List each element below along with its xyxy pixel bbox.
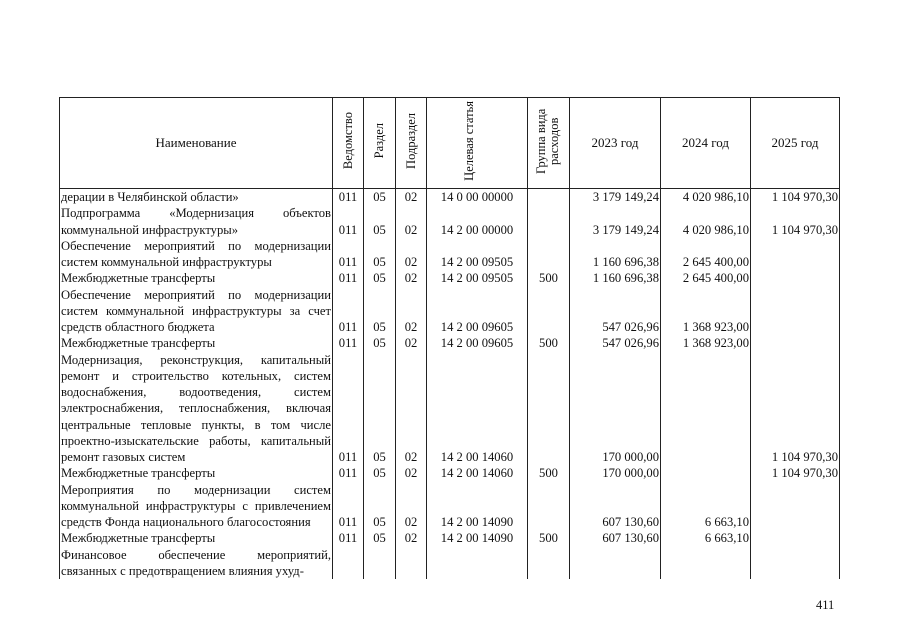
- cell-2025: [751, 335, 840, 351]
- table-row: [60, 205, 840, 238]
- cell-name: Межбюджетные трансферты: [60, 465, 333, 481]
- cell-podrazdel: 02: [396, 205, 427, 238]
- header-podrazdel: Подраздел: [396, 98, 427, 189]
- cell-razdel: 05: [364, 205, 396, 238]
- cell-razdel: 05: [364, 352, 396, 466]
- table-row: [60, 465, 840, 481]
- cell-name: Обеспечение мероприятий по модернизации систем коммунальной инфраструктуры: [61, 238, 331, 269]
- cell-2023: 547 026,96: [570, 287, 661, 336]
- cell-razdel: 05: [364, 465, 396, 481]
- cell-group: [528, 238, 570, 271]
- cell-target: [427, 547, 528, 580]
- cell-group: [528, 547, 570, 580]
- cell-2024: [661, 547, 751, 580]
- page-number: 411: [816, 598, 835, 612]
- cell-name: Мероприятия по модернизации систем коммунальной инфраструктуры с привлечением средств Фонда национального благосостояния: [61, 482, 331, 529]
- cell-vedomstvo: 011: [333, 189, 364, 206]
- cell-group: 500: [528, 530, 570, 546]
- cell-target: 14 2 00 09505: [427, 270, 528, 286]
- cell-vedomstvo: 011: [333, 530, 364, 546]
- cell-name: Модернизация, реконструкция, капитальный ремонт и строительство котельных, систем водоснабжения, водоотведения, систем электроснабжения, теплоснабжения, включая центральные тепловые пункты, в том числе проектно-изыскательские работы, капитальный ремонт газовых систем: [61, 352, 331, 464]
- cell-2023: 547 026,96: [570, 335, 661, 351]
- cell-name: Межбюджетные трансферты: [60, 270, 333, 286]
- cell-name: Межбюджетные трансферты: [60, 335, 333, 351]
- table-row: [60, 270, 840, 286]
- cell-razdel: 05: [364, 238, 396, 271]
- budget-table: [59, 97, 839, 579]
- cell-2024: 1 368 923,00: [661, 287, 751, 336]
- cell-2023: 607 130,60: [570, 482, 661, 531]
- cell-vedomstvo: 011: [333, 270, 364, 286]
- cell-name: Подпрограмма «Модернизация объектов коммунальной инфраструктуры»: [61, 206, 331, 237]
- cell-2024: 6 663,10: [661, 530, 751, 546]
- header-group: Группа вида расходов: [528, 98, 570, 189]
- header-2024: 2024 год: [661, 98, 751, 189]
- cell-2025: 1 104 970,30: [751, 205, 840, 238]
- cell-vedomstvo: 011: [333, 205, 364, 238]
- cell-razdel: [364, 547, 396, 580]
- cell-2023: 1 160 696,38: [570, 238, 661, 271]
- cell-podrazdel: 02: [396, 287, 427, 336]
- cell-podrazdel: 02: [396, 530, 427, 546]
- cell-2024: 6 663,10: [661, 482, 751, 531]
- cell-group: [528, 352, 570, 466]
- cell-vedomstvo: 011: [333, 465, 364, 481]
- header-razdel: Раздел: [364, 98, 396, 189]
- cell-2025: 1 104 970,30: [751, 189, 840, 206]
- cell-razdel: 05: [364, 270, 396, 286]
- header-vedomstvo: Ведомство: [333, 98, 364, 189]
- table-row: [60, 530, 840, 546]
- cell-2023: 170 000,00: [570, 352, 661, 466]
- cell-name: Финансовое обеспечение мероприятий, связанных с предотвращением влияния ухуд-: [61, 547, 331, 578]
- cell-podrazdel: 02: [396, 270, 427, 286]
- cell-podrazdel: 02: [396, 482, 427, 531]
- cell-vedomstvo: 011: [333, 287, 364, 336]
- cell-group: [528, 482, 570, 531]
- cell-2024: 4 020 986,10: [661, 205, 751, 238]
- cell-2023: 607 130,60: [570, 530, 661, 546]
- cell-target: 14 2 00 14090: [427, 482, 528, 531]
- cell-group: 500: [528, 335, 570, 351]
- cell-vedomstvo: [333, 547, 364, 580]
- cell-name: Межбюджетные трансферты: [60, 530, 333, 546]
- cell-2025: 1 104 970,30: [751, 465, 840, 481]
- cell-vedomstvo: 011: [333, 335, 364, 351]
- cell-razdel: 05: [364, 287, 396, 336]
- cell-target: 14 2 00 14090: [427, 530, 528, 546]
- cell-target: 14 2 00 00000: [427, 205, 528, 238]
- cell-group: [528, 205, 570, 238]
- cell-2025: [751, 287, 840, 336]
- cell-podrazdel: 02: [396, 352, 427, 466]
- cell-vedomstvo: 011: [333, 482, 364, 531]
- cell-2024: [661, 465, 751, 481]
- cell-2024: 4 020 986,10: [661, 189, 751, 206]
- cell-2024: [661, 352, 751, 466]
- cell-2023: 1 160 696,38: [570, 270, 661, 286]
- cell-2025: [751, 482, 840, 531]
- cell-2025: [751, 270, 840, 286]
- cell-razdel: 05: [364, 189, 396, 206]
- cell-podrazdel: 02: [396, 189, 427, 206]
- cell-group: 500: [528, 465, 570, 481]
- cell-podrazdel: 02: [396, 465, 427, 481]
- cell-target: 14 2 00 09605: [427, 287, 528, 336]
- cell-group: [528, 287, 570, 336]
- cell-razdel: 05: [364, 335, 396, 351]
- table-row: [60, 482, 840, 531]
- cell-2024: 1 368 923,00: [661, 335, 751, 351]
- header-2025: 2025 год: [751, 98, 840, 189]
- cell-target: 14 0 00 00000: [427, 189, 528, 206]
- cell-group: [528, 189, 570, 206]
- cell-2023: [570, 547, 661, 580]
- cell-2025: 1 104 970,30: [751, 352, 840, 466]
- cell-target: 14 2 00 14060: [427, 352, 528, 466]
- cell-2023: 170 000,00: [570, 465, 661, 481]
- cell-group: 500: [528, 270, 570, 286]
- header-name: Наименование: [60, 98, 333, 189]
- cell-2025: [751, 547, 840, 580]
- header-row: [60, 98, 840, 189]
- cell-vedomstvo: 011: [333, 352, 364, 466]
- cell-target: 14 2 00 14060: [427, 465, 528, 481]
- table-row: [60, 352, 840, 466]
- header-2023: 2023 год: [570, 98, 661, 189]
- cell-podrazdel: [396, 547, 427, 580]
- cell-2023: 3 179 149,24: [570, 205, 661, 238]
- cell-target: 14 2 00 09505: [427, 238, 528, 271]
- table-row: [60, 238, 840, 271]
- header-target: Целевая статья: [427, 98, 528, 189]
- cell-target: 14 2 00 09605: [427, 335, 528, 351]
- cell-name: Обеспечение мероприятий по модернизации систем коммунальной инфраструктуры за счет средств областного бюджета: [61, 287, 331, 334]
- table-row: [60, 335, 840, 351]
- cell-2025: [751, 238, 840, 271]
- cell-2023: 3 179 149,24: [570, 189, 661, 206]
- cell-razdel: 05: [364, 530, 396, 546]
- cell-2024: 2 645 400,00: [661, 270, 751, 286]
- cell-2024: 2 645 400,00: [661, 238, 751, 271]
- cell-razdel: 05: [364, 482, 396, 531]
- table-row: [60, 189, 840, 206]
- table-row: [60, 287, 840, 336]
- cell-name: дерации в Челябинской области»: [60, 189, 333, 206]
- cell-podrazdel: 02: [396, 335, 427, 351]
- cell-podrazdel: 02: [396, 238, 427, 271]
- table-row: [60, 547, 840, 580]
- cell-vedomstvo: 011: [333, 238, 364, 271]
- cell-2025: [751, 530, 840, 546]
